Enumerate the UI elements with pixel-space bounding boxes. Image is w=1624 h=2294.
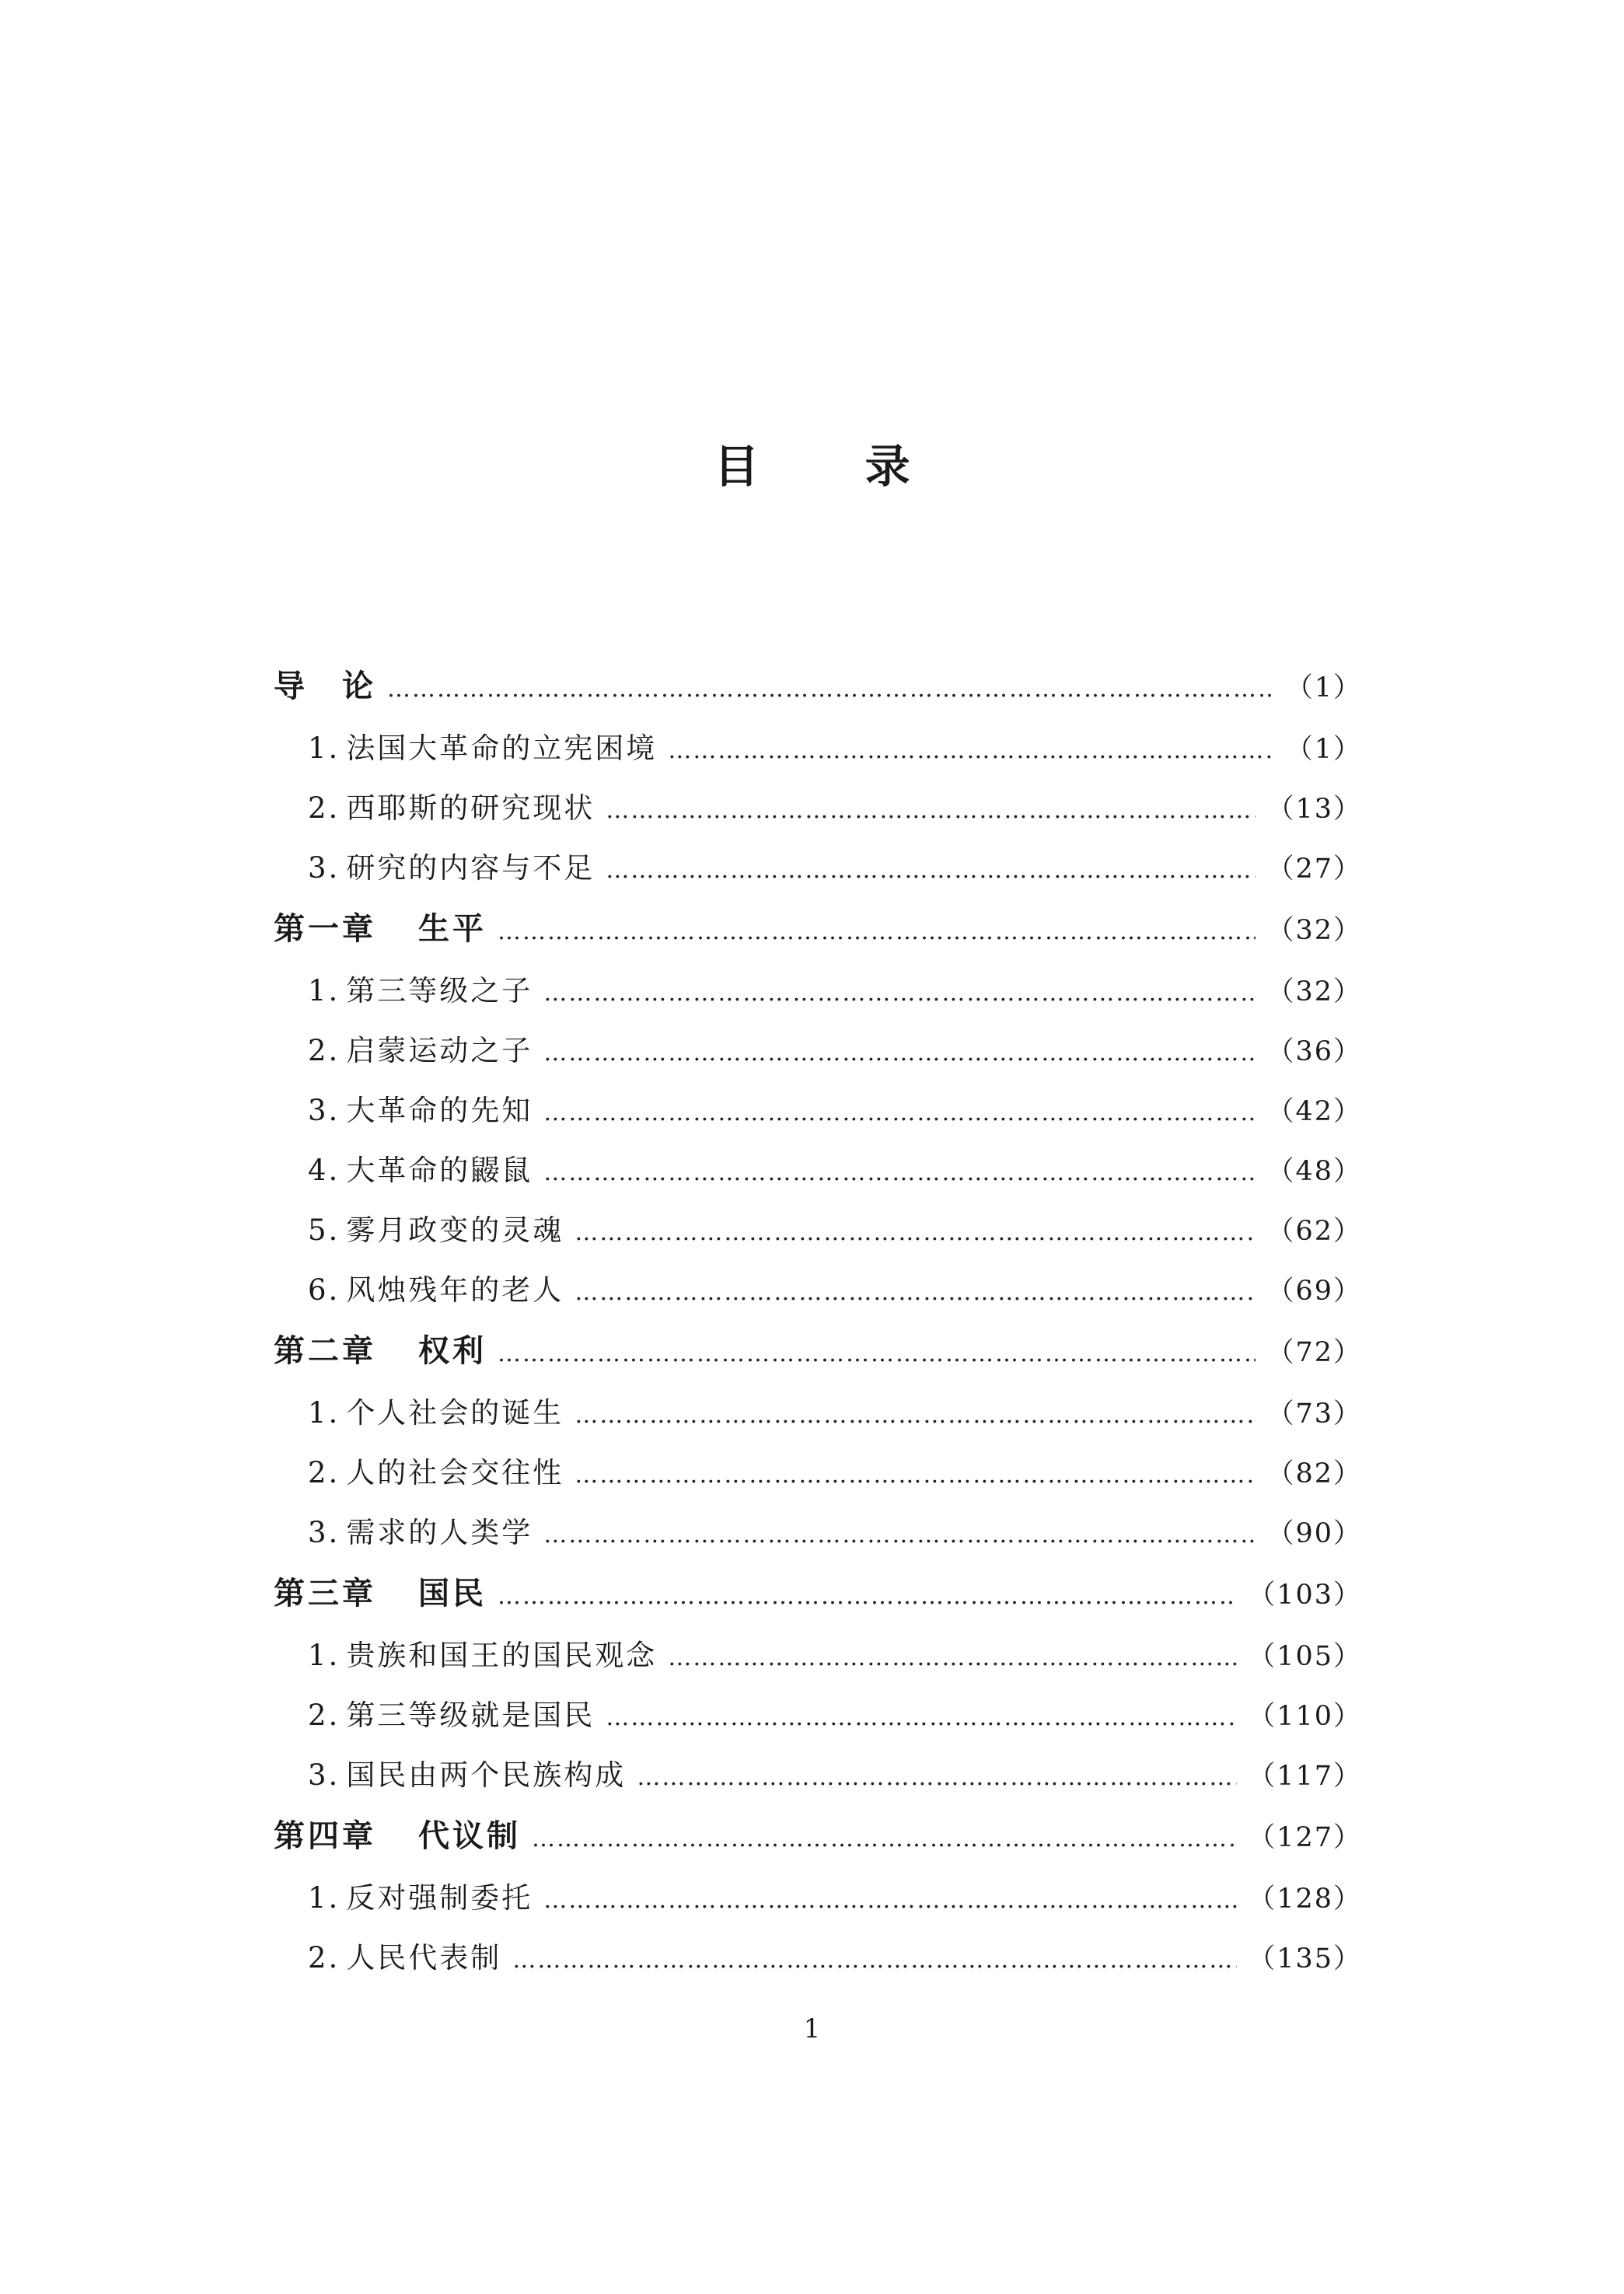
- dot-leader: [668, 721, 1274, 780]
- toc-entry-section[interactable]: [274, 1745, 1362, 1805]
- entry-page: （72）: [1266, 1337, 1362, 1368]
- toc-entry-section[interactable]: [274, 1081, 1362, 1140]
- toc-entry-section[interactable]: [274, 1140, 1362, 1200]
- dot-leader: [498, 1322, 1256, 1385]
- dot-leader: [387, 658, 1275, 721]
- chapter-title: 生平: [418, 911, 487, 947]
- entry-title: 启蒙运动之子: [346, 1034, 533, 1067]
- section-number: 3.: [308, 1758, 341, 1792]
- section-number: 4.: [308, 1154, 341, 1187]
- dot-leader: [543, 1143, 1256, 1203]
- section-number: 3.: [308, 851, 341, 885]
- entry-title: 研究的内容与不足: [346, 851, 595, 885]
- entry-page: （82）: [1266, 1458, 1362, 1489]
- entry-title: 国民由两个民族构成: [346, 1758, 627, 1792]
- toc-entry-section[interactable]: [274, 1685, 1362, 1745]
- entry-title: 需求的人类学: [346, 1516, 533, 1549]
- section-number: 5.: [308, 1213, 341, 1247]
- section-number: 6.: [308, 1273, 341, 1307]
- page-number: 1: [803, 2013, 821, 2044]
- entry-title: 第三等级之子: [346, 974, 533, 1007]
- section-number: 1.: [308, 1881, 341, 1915]
- chapter-title: 权利: [418, 1333, 487, 1369]
- toc-entry-section[interactable]: [274, 1868, 1362, 1928]
- entry-title: 导 论: [274, 669, 376, 704]
- section-number: 2.: [308, 1941, 341, 1975]
- entry-page: （73）: [1266, 1398, 1362, 1430]
- dot-leader: [575, 1445, 1256, 1505]
- entry-page: （1）: [1285, 734, 1362, 765]
- dot-leader: [543, 1083, 1256, 1143]
- toc-entry-section[interactable]: [274, 838, 1362, 898]
- dot-leader: [543, 1505, 1256, 1565]
- dot-leader: [532, 1807, 1237, 1870]
- entry-title: 人的社会交往性: [346, 1456, 564, 1489]
- page-title: 目 录: [714, 440, 955, 493]
- dot-leader: [543, 1023, 1256, 1083]
- dot-leader: [637, 1748, 1237, 1807]
- dot-leader: [543, 963, 1256, 1023]
- dot-leader: [575, 1385, 1256, 1445]
- dot-leader: [498, 900, 1256, 963]
- entry-title: 风烛残年的老人: [346, 1273, 564, 1307]
- chapter-number: 第二章: [274, 1333, 376, 1369]
- toc-entry-section[interactable]: [274, 1021, 1362, 1081]
- toc-entry-section[interactable]: [274, 778, 1362, 838]
- entry-page: （32）: [1266, 915, 1362, 946]
- section-number: 1.: [308, 974, 341, 1007]
- toc-entry-introduction[interactable]: [274, 655, 1362, 718]
- toc-entry-chapter-4[interactable]: [274, 1805, 1362, 1868]
- entry-page: （105）: [1248, 1641, 1362, 1672]
- toc-entry-section[interactable]: [274, 1625, 1362, 1685]
- entry-title: 法国大革命的立宪困境: [346, 731, 658, 765]
- section-number: 1.: [308, 1639, 341, 1672]
- entry-title: 人民代表制: [346, 1941, 502, 1975]
- toc-entry-section[interactable]: [274, 961, 1362, 1021]
- chapter-number: 第四章: [274, 1818, 376, 1854]
- section-number: 2.: [308, 1699, 341, 1732]
- section-number: 2.: [308, 1034, 341, 1067]
- toc-entry-chapter-3[interactable]: [274, 1563, 1362, 1625]
- toc-entry-chapter-2[interactable]: [274, 1320, 1362, 1383]
- section-number: 1.: [308, 731, 341, 765]
- toc-entry-section[interactable]: [274, 718, 1362, 778]
- entry-page: （13）: [1266, 794, 1362, 825]
- dot-leader: [606, 780, 1256, 840]
- section-number: 3.: [308, 1094, 341, 1127]
- entry-title: 西耶斯的研究现状: [346, 791, 595, 825]
- dot-leader: [606, 840, 1256, 900]
- entry-title: 贵族和国王的国民观念: [346, 1639, 658, 1672]
- toc-entry-section[interactable]: [274, 1260, 1362, 1320]
- chapter-number: 第三章: [274, 1576, 376, 1611]
- section-number: 2.: [308, 1456, 341, 1489]
- toc-entry-section[interactable]: [274, 1443, 1362, 1503]
- dot-leader: [543, 1870, 1237, 1930]
- entry-title: 反对强制委托: [346, 1881, 533, 1915]
- entry-title: 第三等级就是国民: [346, 1699, 595, 1732]
- dot-leader: [498, 1565, 1237, 1628]
- entry-title: 雾月政变的灵魂: [346, 1213, 564, 1247]
- toc-entry-section[interactable]: [274, 1383, 1362, 1443]
- entry-page: （27）: [1266, 854, 1362, 885]
- toc-entry-section[interactable]: [274, 1928, 1362, 1988]
- entry-page: （103）: [1248, 1580, 1362, 1611]
- entry-page: （36）: [1266, 1036, 1362, 1067]
- entry-page: （128）: [1248, 1884, 1362, 1915]
- entry-title: 个人社会的诞生: [346, 1396, 564, 1430]
- toc-entry-section[interactable]: [274, 1200, 1362, 1260]
- section-number: 1.: [308, 1396, 341, 1430]
- toc-entry-chapter-1[interactable]: [274, 898, 1362, 961]
- entry-page: （32）: [1266, 976, 1362, 1007]
- entry-title: 大革命的鼹鼠: [346, 1154, 533, 1187]
- entry-page: （48）: [1266, 1156, 1362, 1187]
- entry-page: （69）: [1266, 1276, 1362, 1307]
- entry-page: （90）: [1266, 1518, 1362, 1549]
- entry-page: （127）: [1248, 1822, 1362, 1853]
- chapter-title: 代议制: [418, 1818, 521, 1854]
- dot-leader: [575, 1262, 1256, 1322]
- entry-page: （42）: [1266, 1096, 1362, 1127]
- entry-page: （135）: [1248, 1943, 1362, 1975]
- chapter-number: 第一章: [274, 911, 376, 947]
- table-of-contents: [274, 655, 1362, 1988]
- toc-entry-section[interactable]: [274, 1503, 1362, 1563]
- chapter-title: 国民: [418, 1576, 487, 1611]
- section-number: 3.: [308, 1516, 341, 1549]
- dot-leader: [575, 1203, 1256, 1262]
- entry-title: 大革命的先知: [346, 1094, 533, 1127]
- section-number: 2.: [308, 791, 341, 825]
- entry-page: （62）: [1266, 1216, 1362, 1247]
- dot-leader: [512, 1930, 1237, 1990]
- entry-page: （1）: [1285, 672, 1362, 704]
- entry-page: （117）: [1248, 1761, 1362, 1792]
- entry-page: （110）: [1248, 1701, 1362, 1732]
- dot-leader: [606, 1688, 1237, 1748]
- dot-leader: [668, 1628, 1237, 1688]
